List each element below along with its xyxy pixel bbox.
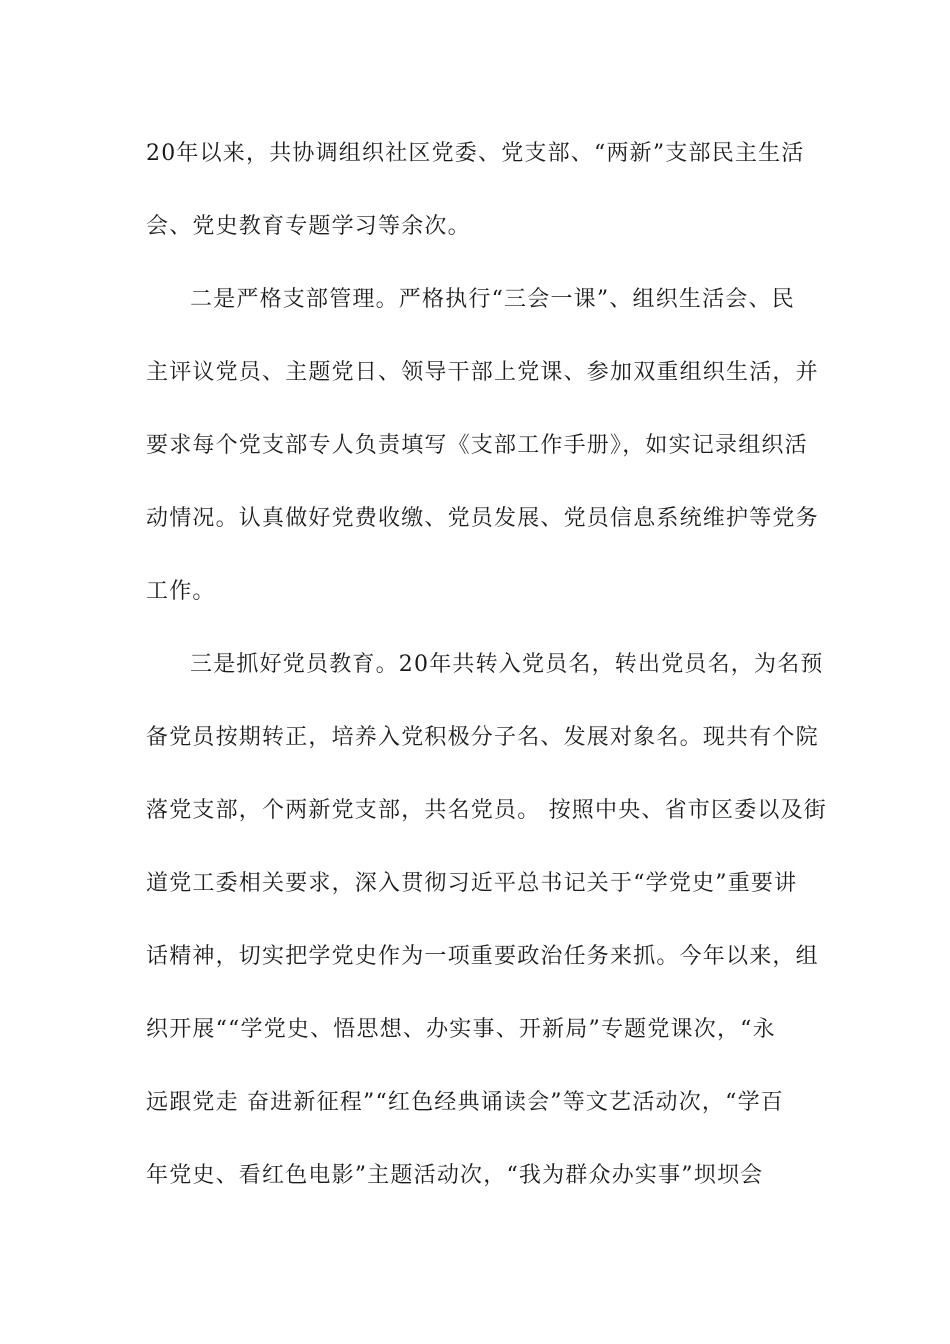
body-text-line: 会、党史教育专题学习等余次。	[146, 214, 471, 239]
body-text-line: 落党支部，个两新党支部，共名党员。 按照中央、省市区委以及街	[146, 798, 827, 823]
body-text-line: 织开展““学党史、悟思想、办实事、开新局”专题党课次，“永	[146, 1017, 776, 1042]
body-text-line: 话精神，切实把学党史作为一项重要政治任务来抓。今年以来，组	[146, 944, 819, 969]
body-text-line: 主评议党员、主题党日、领导干部上党课、参加双重组织生活，并	[146, 360, 819, 385]
paragraph-start-line: 三是抓好党员教育。20年共转入党员名，转出党员名，为名预	[190, 652, 824, 677]
body-text-line: 工作。	[146, 579, 216, 604]
body-text-line: 要求每个党支部专人负责填写《支部工作手册》，如实记录组织活	[146, 433, 808, 458]
paragraph-start-line: 二是严格支部管理。严格执行“三会一课”、组织生活会、民	[190, 287, 795, 312]
body-text-line: 远跟党走 奋进新征程”“红色经典诵读会”等文艺活动次，“学百	[146, 1090, 784, 1115]
body-text-line: 20年以来，共协调组织社区党委、党支部、“两新”支部民主生活	[146, 141, 805, 166]
body-text-line: 动情况。认真做好党费收缴、党员发展、党员信息系统维护等党务	[146, 506, 819, 531]
body-text-line: 年党史、看红色电影”主题活动次，“我为群众办实事”坝坝会	[146, 1163, 764, 1188]
body-text-line: 备党员按期转正，培养入党积极分子名、发展对象名。现共有个院	[146, 725, 819, 750]
body-text-line: 道党工委相关要求，深入贯彻习近平总书记关于“学党史”重要讲	[146, 871, 798, 896]
